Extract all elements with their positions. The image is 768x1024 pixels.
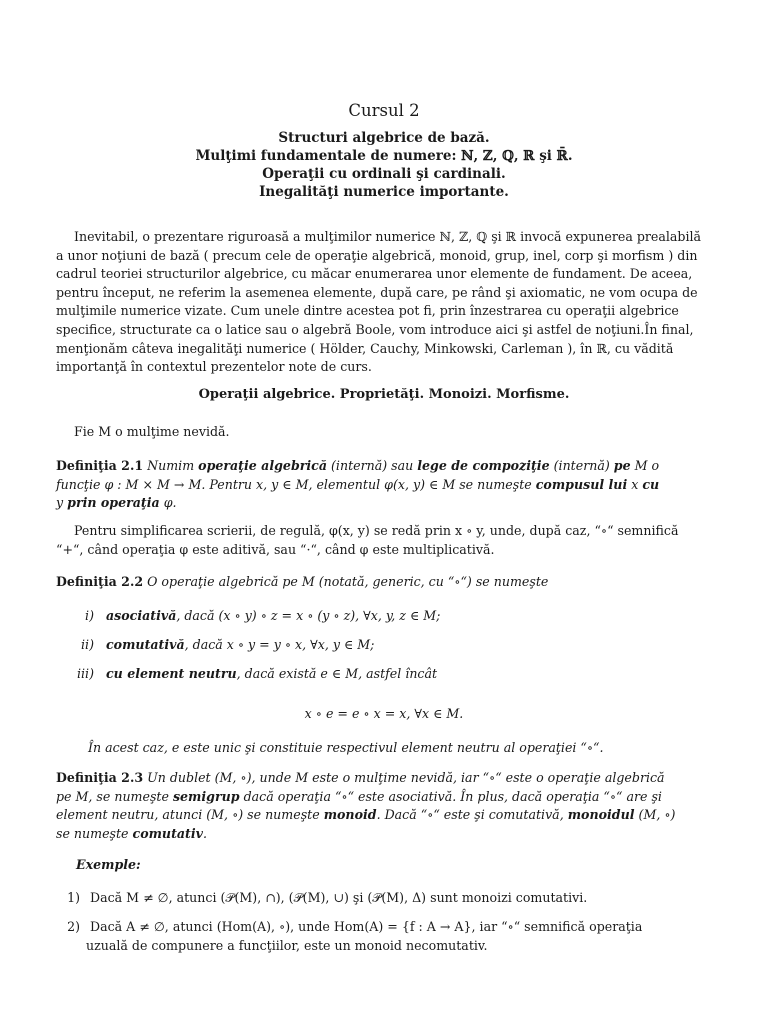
def-2-1-line: y prin operaţia φ.	[56, 495, 177, 511]
subtitle-line-2: Mulţimi fundamentale de numere: ℕ, ℤ, ℚ, ℝ şi ℝ̄.	[195, 148, 573, 164]
intro-line: Inevitabil, o prezentare riguroasă a mulţimilor numerice ℕ, ℤ, ℚ şi ℝ invocă expunerea prealabilă	[74, 229, 702, 244]
definition-2-1	[56, 457, 702, 513]
example-item-1: 1) Dacă M ≠ ∅, atunci (𝒫(M), ∩), (𝒫(M), ∪) şi (𝒫(M), Δ) sunt monoizi comutativi.	[67, 890, 588, 905]
property-item-commutative: ii) comutativă, dacă x ∘ y = y ∘ x, ∀x, y ∈ M;	[81, 637, 375, 652]
def-2-1-line: funcţie φ : M × M → M. Pentru x, y ∈ M, elementul φ(x, y) ∈ M se numeşte compusul lui x cu	[56, 476, 660, 492]
def-2-2-label: Definiţia 2.2	[56, 574, 144, 589]
intro-line: importanţă în contextul prezentelor note de curs.	[56, 359, 372, 375]
notation-paragraph	[56, 522, 702, 559]
property-item-associative: i) asociativă, dacă (x ∘ y) ∘ z = x ∘ (y ∘ z), ∀x, y, z ∈ M;	[85, 608, 441, 623]
def-2-3-line: se numeşte comutativ.	[56, 825, 207, 841]
intro-line: specifice, structurate ca o latice sau o algebră Boole, vom introduce aici şi astfel de noţiuni.În final,	[56, 321, 694, 337]
subtitle-line-4: Inegalităţi numerice importante.	[259, 184, 509, 200]
property-item-neutral: iii) cu element neutru, dacă există e ∈ M, astfel încât	[77, 666, 438, 681]
example-item-2: 2) Dacă A ≠ ∅, atunci (Hom(A), ∘), unde Hom(A) = {f : A → A}, iar “∘“ semnifică operaţia uzuală de compunere a funcţiilor, este un monoid necomutativ.	[67, 919, 643, 953]
definition-2-3	[56, 769, 702, 843]
def-2-3-label: Definiţia 2.3	[56, 770, 144, 785]
fie-statement: Fie M o mulţime nevidă.	[74, 424, 230, 439]
course-title: Cursul 2	[348, 101, 420, 120]
def-2-3-line: Definiţia 2.3 Un dublet (M, ∘), unde M este o mulţime nevidă, iar “∘“ este o operaţie algebrică	[56, 770, 665, 785]
intro-paragraph	[56, 228, 702, 377]
definition-2-2: Definiţia 2.2 O operaţie algebrică pe M (notată, generic, cu “∘“) se numeşte	[56, 574, 549, 589]
subtitle-line-1: Structuri algebrice de bază.	[278, 130, 490, 146]
def-2-1-line: Definiţia 2.1 Numim operaţie algebrică (internă) sau lege de compoziţie (internă) pe M o	[56, 458, 660, 473]
section-heading: Operaţii algebrice. Proprietăţi. Monoizi. Morfisme.	[198, 387, 570, 402]
neutral-element-formula: x ∘ e = e ∘ x = x, ∀x ∈ M.	[304, 706, 464, 721]
def-2-3-line: element neutru, atunci (M, ∘) se numeşte monoid. Dacă “∘“ este şi comutativă, monoidul (M, ∘)	[56, 807, 676, 823]
subtitle-line-3: Operaţii cu ordinali şi cardinali.	[262, 166, 506, 182]
def-2-1-label: Definiţia 2.1	[56, 458, 144, 473]
neutral-element-remark: În acest caz, e este unic şi constituie respectivul element neutru al operaţiei “∘“.	[88, 740, 604, 755]
notation-line: “+“, când operaţia φ este aditivă, sau “·“, când φ este multiplicativă.	[56, 541, 495, 557]
notation-line: Pentru simplificarea scrierii, de regulă, φ(x, y) se redă prin x ∘ y, unde, după caz, “∘“ semnifică	[74, 523, 679, 538]
intro-line: cadrul teoriei structurilor algebrice, cu măcar enumerarea unor elemente de fundament. De aceea,	[56, 266, 693, 282]
def-2-3-line: pe M, se numeşte semigrup dacă operaţia “∘“ este asociativă. În plus, dacă operaţia “∘“ are şi	[56, 788, 662, 804]
intro-line: a unor noţiuni de bază ( precum cele de operaţie algebrică, monoid, grup, inel, corp şi morfism ) din	[56, 247, 698, 263]
intro-line: menţionăm câteva inegalităţi numerice ( Hölder, Cauchy, Minkowski, Carleman ), în ℝ, cu vădită	[56, 340, 674, 356]
intro-line: mulţimile numerice vizate. Cum unele dintre acestea pot fi, prin înzestrarea cu operaţii algebrice	[56, 303, 679, 319]
intro-line: pentru început, ne referim la asemenea elemente, după care, pe rând şi axiomatic, ne vom ocupa de	[56, 284, 698, 300]
examples-heading: Exemple:	[76, 857, 141, 872]
